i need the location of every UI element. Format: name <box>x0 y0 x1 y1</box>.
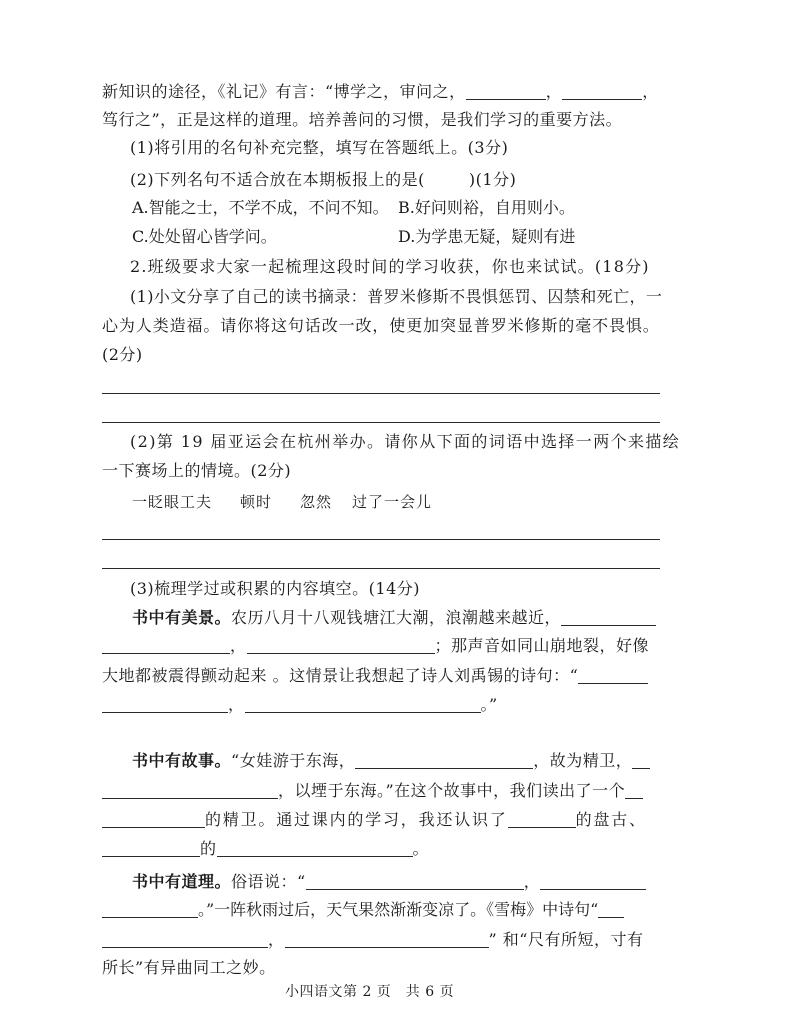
question-1-1: (1)将引用的名句补充完整，填写在答题纸上。(3分) <box>130 138 509 157</box>
answer-blank <box>285 933 489 948</box>
wisdom-text: 。”一阵秋雨过后，天气果然渐渐变凉了。《雪梅》中诗句“ <box>198 900 599 919</box>
answer-blank <box>245 698 481 713</box>
question-2-3-title: (3)梳理学过或积累的内容填空。(14分) <box>130 579 421 598</box>
answer-blank <box>625 784 643 799</box>
wisdom-line-1 <box>132 871 646 893</box>
separator: ， <box>228 695 245 714</box>
scenery-line-1 <box>132 607 656 629</box>
section-2-title: 2.班级要求大家一起梳理这段时间的学习收获，你也来试试。(18分) <box>130 257 650 276</box>
story-text: 。 <box>412 839 430 858</box>
story-text: ，以堙于东海。”在这个故事中，我们读出了一个 <box>278 781 626 800</box>
intro-text: 新知识的途径，《礼记》有言：“博学之，审问之， <box>102 82 466 101</box>
intro-line-1 <box>102 81 659 103</box>
answer-line <box>102 568 660 569</box>
separator: ， <box>268 930 285 949</box>
answer-blank <box>466 85 546 100</box>
separator: ， <box>545 82 563 101</box>
answer-blank <box>306 875 524 890</box>
wisdom-line-2 <box>102 899 624 921</box>
option-b: B.好问则裕，自用则小。 <box>398 198 575 217</box>
scenery-text: 。” <box>480 695 498 714</box>
wisdom-text: 俗语说：“ <box>231 872 306 891</box>
answer-blank <box>102 933 268 948</box>
scenery-line-4 <box>102 694 498 716</box>
answer-line <box>102 422 660 423</box>
page-footer: 小四语文第 2 页 共 6 页 <box>285 984 455 1000</box>
scenery-text: ；那声音如同山崩地裂，好像 <box>434 636 650 655</box>
separator: ， <box>523 872 541 891</box>
story-line-4 <box>102 838 429 860</box>
wisdom-label: 书中有道理。 <box>132 872 232 891</box>
answer-blank <box>561 611 656 626</box>
option-c: C.处处留心皆学问。 <box>132 227 277 246</box>
question-2-2-line-1: (2)第 19 届亚运会在杭州举办。请你从下面的词语中选择一两个来描绘 <box>130 432 681 451</box>
answer-blank <box>355 754 533 769</box>
answer-blank <box>102 813 205 828</box>
answer-blank <box>102 842 200 857</box>
word-option: 一眨眼工夫 <box>132 493 213 511</box>
answer-blank <box>632 754 650 769</box>
answer-blank <box>102 903 198 918</box>
answer-blank <box>598 903 624 918</box>
wisdom-line-4: 所长”有异曲同工之妙。 <box>102 958 276 977</box>
answer-blank <box>508 813 576 828</box>
answer-blank <box>247 639 435 654</box>
question-1-2 <box>130 169 516 191</box>
answer-blank <box>562 85 642 100</box>
question-2-1-line-2: 心为人类造福。请你将这句话改一改，使更加突显普罗米修斯的毫不畏惧。 <box>102 316 660 335</box>
answer-blank <box>540 875 646 890</box>
scenery-line-3 <box>102 665 648 687</box>
wisdom-line-3 <box>102 929 643 951</box>
story-text: 的精卫。通过课内的学习，我还认识了 <box>205 810 508 829</box>
scenery-text: 农历八月十八观钱塘江大潮，浪潮越来越近， <box>231 608 562 627</box>
answer-line <box>102 539 660 540</box>
word-option: 顿时 <box>240 493 273 511</box>
story-line-2 <box>102 780 643 802</box>
question-text: (2)下列名句不适合放在本期板报上的是( <box>130 170 425 189</box>
intro-line-2: 笃行之”，正是这样的道理。培养善问的习惯，是我们学习的重要方法。 <box>102 110 623 129</box>
question-2-2-line-2: 一下赛场上的情境。(2分) <box>102 461 292 480</box>
wisdom-text: ” 和“尺有所短，寸有 <box>488 930 644 949</box>
story-line-1 <box>132 750 650 772</box>
answer-line <box>102 393 660 394</box>
option-a: A.智能之士，不学不成，不问不知。 <box>132 198 389 217</box>
answer-blank <box>578 669 648 684</box>
story-text: 的 <box>200 839 217 858</box>
answer-blank <box>102 784 278 799</box>
separator: ， <box>230 636 247 655</box>
option-d: D.为学患无疑，疑则有进 <box>398 227 576 246</box>
answer-blank <box>102 698 228 713</box>
scenery-line-2 <box>102 635 649 657</box>
answer-blank <box>102 639 230 654</box>
word-option: 过了一会儿 <box>352 493 433 511</box>
story-text: 的盘古、 <box>575 810 647 829</box>
story-line-3 <box>102 809 647 831</box>
question-2-1-score: (2分) <box>102 345 143 364</box>
question-2-1-line-1: (1)小文分享了自己的读书摘录：普罗米修斯不畏惧惩罚、囚禁和死亡，一 <box>130 287 663 306</box>
separator: ， <box>642 82 659 101</box>
word-option: 忽然 <box>300 493 333 511</box>
answer-blank <box>217 842 413 857</box>
story-text: “女娃游于东海， <box>231 751 356 770</box>
question-score: )(1分) <box>468 170 517 189</box>
scenery-label: 书中有美景。 <box>132 608 232 627</box>
story-label: 书中有故事。 <box>132 751 232 770</box>
story-text: ，故为精卫， <box>533 751 633 770</box>
scenery-text: 大地都被震得颤动起来 。这情景让我想起了诗人刘禹锡的诗句：“ <box>102 666 579 685</box>
